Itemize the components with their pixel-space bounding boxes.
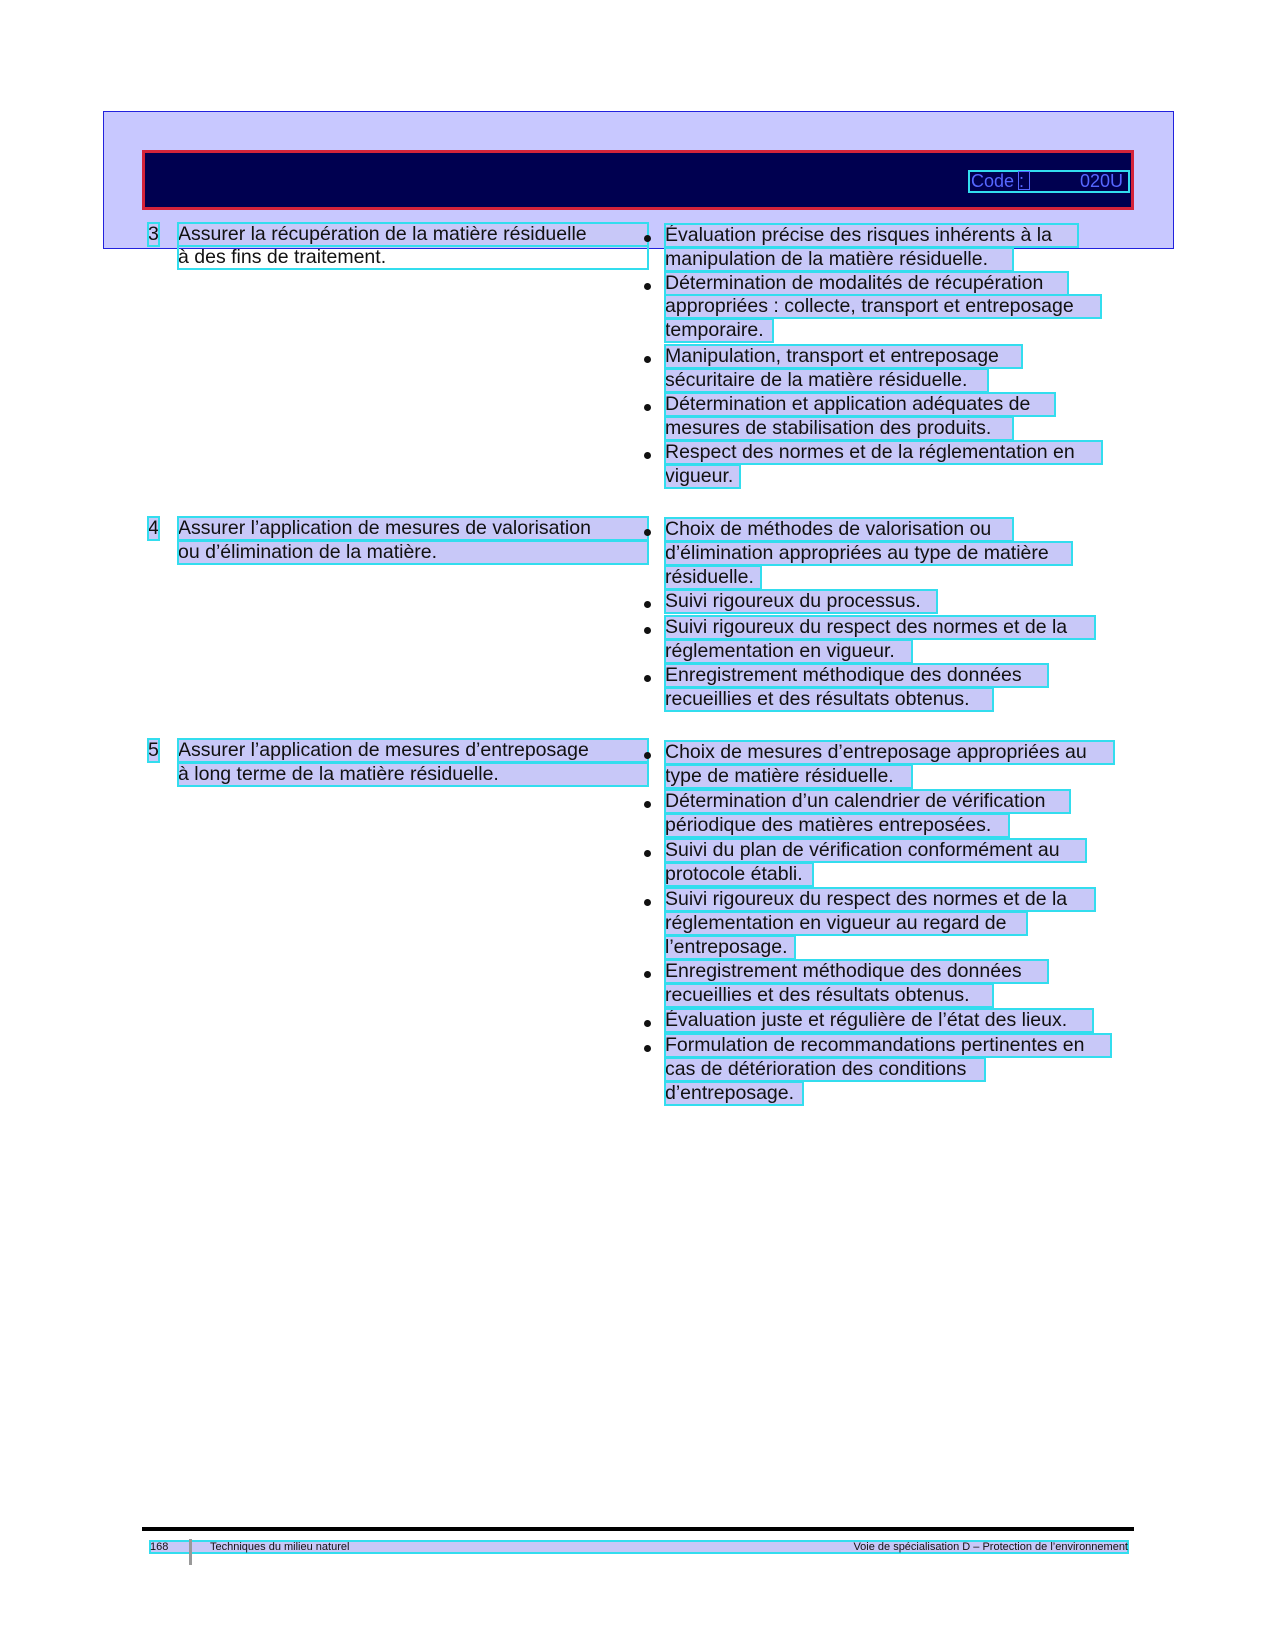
performance-criterion-line: d’élimination appropriées au type de matière <box>665 542 1072 565</box>
bullet-icon <box>644 850 651 857</box>
performance-criterion-line: Détermination d’un calendrier de vérification <box>665 790 1070 813</box>
performance-criterion-line: type de matière résiduelle. <box>665 765 912 788</box>
bullet-icon <box>644 899 651 906</box>
performance-criterion-line: Enregistrement méthodique des données <box>665 960 1048 983</box>
performance-criterion-line: recueillies et des résultats obtenus. <box>665 984 993 1007</box>
performance-criterion-line: Détermination et application adéquates de <box>665 393 1055 416</box>
element-text-line: Assurer la récupération de la matière résiduelle <box>178 223 648 246</box>
element-text-line: à long terme de la matière résiduelle. <box>178 763 648 786</box>
bullet-icon <box>644 627 651 634</box>
element-text-line: Assurer l’application de mesures d’entreposage <box>178 739 648 762</box>
bullet-icon <box>644 1045 651 1052</box>
bullet-icon <box>644 356 651 363</box>
performance-criterion-line: Manipulation, transport et entreposage <box>665 345 1022 368</box>
page-number: 168 <box>150 1541 169 1553</box>
performance-criterion-line: l’entreposage. <box>665 936 795 959</box>
performance-criterion-line: mesures de stabilisation des produits. <box>665 417 1013 440</box>
bullet-icon <box>644 601 651 608</box>
performance-criterion-line: manipulation de la matière résiduelle. <box>665 248 1013 271</box>
performance-criterion-line: réglementation en vigueur. <box>665 640 912 663</box>
performance-criterion-line: appropriées : collecte, transport et entreposage <box>665 295 1101 318</box>
footer-separator <box>189 1539 192 1565</box>
performance-criterion-line: Respect des normes et de la réglementation en <box>665 441 1102 464</box>
bullet-icon <box>644 235 651 242</box>
performance-criterion-line: protocole établi. <box>665 863 813 886</box>
performance-criterion-line: sécuritaire de la matière résiduelle. <box>665 369 988 392</box>
footer-rule <box>142 1527 1134 1531</box>
bullet-icon <box>644 971 651 978</box>
performance-criterion-line: Évaluation juste et régulière de l’état des lieux. <box>665 1009 1093 1032</box>
performance-criterion-line: Détermination de modalités de récupération <box>665 272 1068 295</box>
performance-criterion-line: recueillies et des résultats obtenus. <box>665 688 993 711</box>
element-number: 5 <box>148 739 159 761</box>
bullet-icon <box>644 675 651 682</box>
performance-criterion-line: périodique des matières entreposées. <box>665 814 1009 837</box>
performance-criterion-line: résiduelle. <box>665 566 761 589</box>
bullet-icon <box>644 404 651 411</box>
code-value: 020U <box>1079 171 1123 191</box>
performance-criterion-line: temporaire. <box>665 319 773 342</box>
performance-criterion-line: Enregistrement méthodique des données <box>665 664 1048 687</box>
bullet-icon <box>644 1020 651 1027</box>
page-footer <box>150 1541 1128 1553</box>
performance-criterion-line: Évaluation précise des risques inhérents à la <box>665 224 1078 247</box>
competency-code <box>969 171 1129 192</box>
footer-program-title: Techniques du milieu naturel <box>210 1541 350 1553</box>
code-cursor-box <box>1019 172 1029 189</box>
element-number: 3 <box>148 223 159 245</box>
performance-criterion-line: Suivi rigoureux du respect des normes et de la <box>665 616 1095 639</box>
performance-criterion-line: Suivi rigoureux du respect des normes et de la <box>665 888 1095 911</box>
code-label: Code : <box>971 171 1025 191</box>
performance-criterion-line: Suivi rigoureux du processus. <box>665 590 937 613</box>
performance-criterion-line: réglementation en vigueur au regard de <box>665 912 1027 935</box>
performance-criterion-line: Choix de méthodes de valorisation ou <box>665 518 1013 541</box>
bullet-icon <box>644 529 651 536</box>
performance-criterion-line: d’entreposage. <box>665 1082 803 1105</box>
performance-criterion-line: Suivi du plan de vérification conformément au <box>665 839 1086 862</box>
element-number: 4 <box>148 517 159 539</box>
footer-specialization: Voie de spécialisation D – Protection de l’environnement <box>853 1541 1128 1553</box>
element-text-line: ou d’élimination de la matière. <box>178 541 648 564</box>
bullet-icon <box>644 452 651 459</box>
element-text-line: Assurer l’application de mesures de valorisation <box>178 517 648 540</box>
performance-criterion-line: Formulation de recommandations pertinentes en <box>665 1034 1111 1057</box>
element-text-line: à des fins de traitement. <box>178 246 648 269</box>
bullet-icon <box>644 283 651 290</box>
bullet-icon <box>644 752 651 759</box>
performance-criterion-line: cas de détérioration des conditions <box>665 1058 985 1081</box>
bullet-icon <box>644 801 651 808</box>
performance-criterion-line: vigueur. <box>665 465 740 488</box>
performance-criterion-line: Choix de mesures d’entreposage appropriées au <box>665 741 1114 764</box>
